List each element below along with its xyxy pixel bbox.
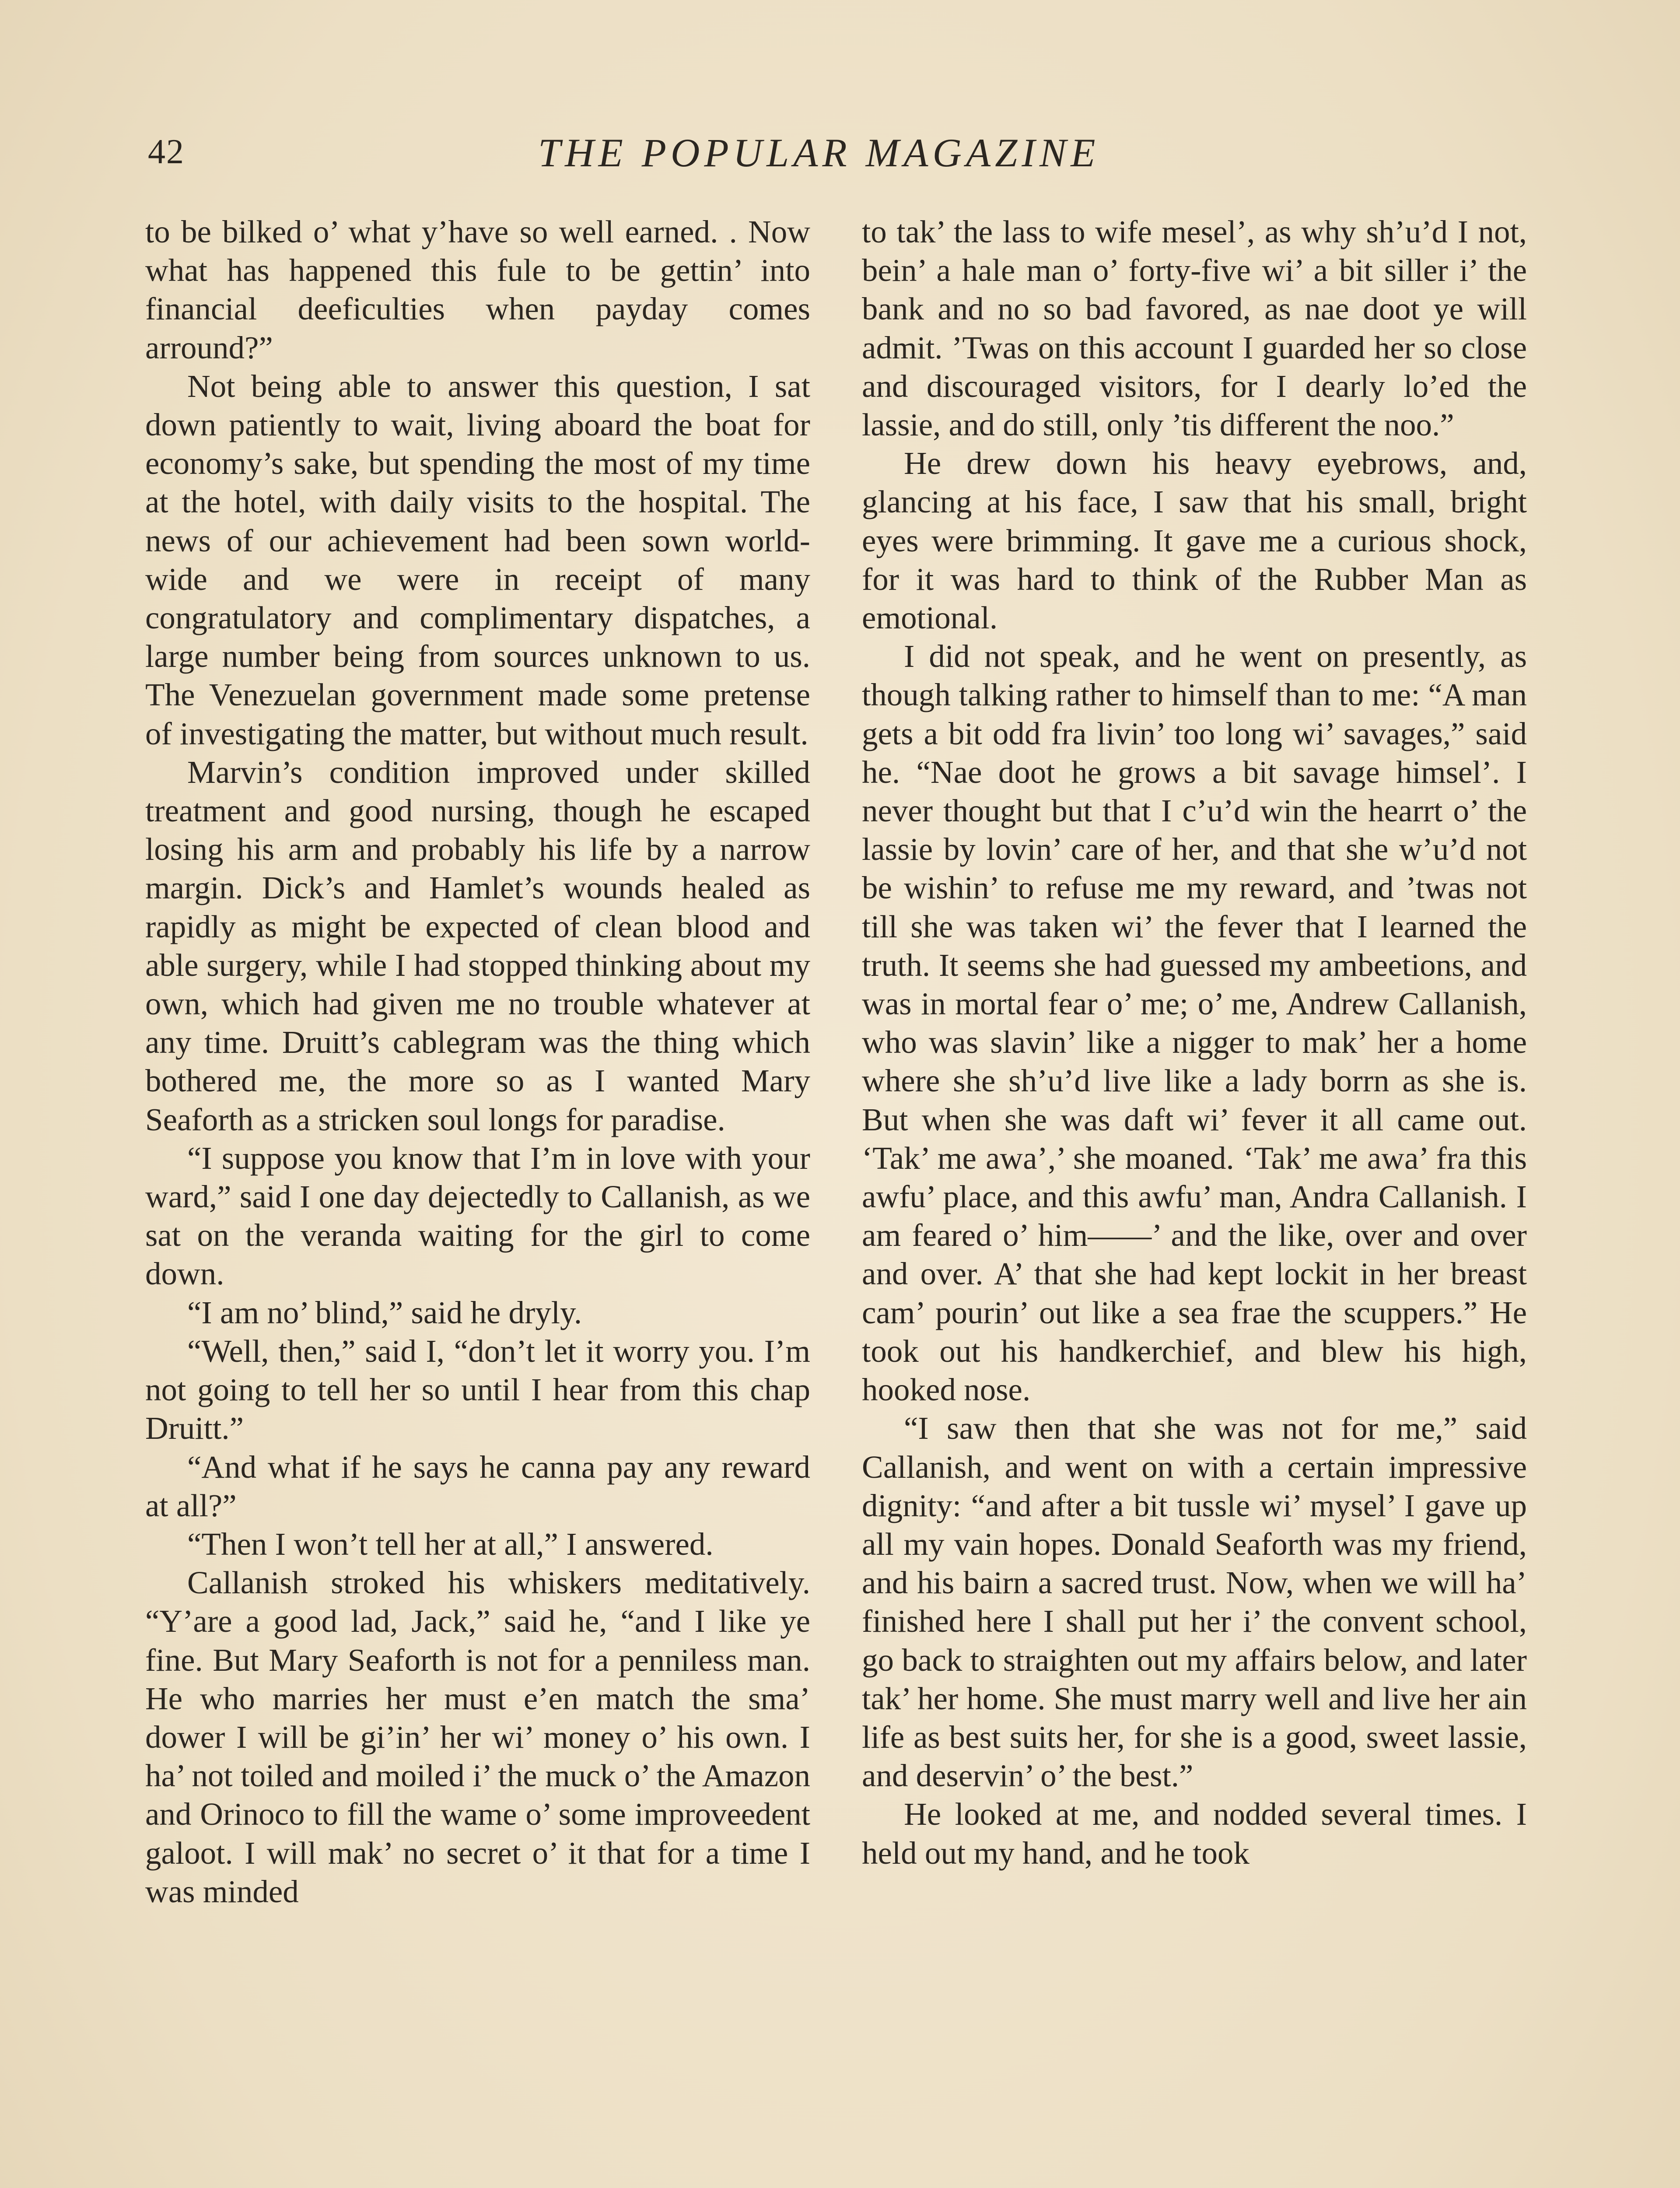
paragraph: Not being able to answer this question, I sat down patiently to wait, living aboard the boat for economy’s sake, but spending the most of my time at the hotel, with daily visits to the hospital. The news of our achievement had been sown world-wide and we were in receipt of many congratulatory and complimentary dispatches, a large number being from sources unknown to us. The Venezuelan government made some pretense of investigating the matter, but without much result. [145, 368, 810, 751]
right-column [862, 213, 1527, 2188]
paragraph: I did not speak, and he went on presently, as though talking rather to himself than to me: “A man gets a bit odd fra livin’ too long wi’ savages,” said he. “Nae doot he grows a bit savage himsel’. I never thought but that I c’u’d win the hearrt o’ the lassie by lovin’ care of her, and that she w’u’d not be wishin’ to refuse me my reward, and ’twas not till she was taken wi’ the fever that I learned the truth. It seems she had guessed my ambeetions, and was in mortal fear o’ me; o’ me, Andrew Callanish, who was slavin’ like a nigger to mak’ her a home where she sh’u’d live like a lady borrn as she is. But when she was daft wi’ fever it all came out. ‘Tak’ me awa’,’ she moaned. ‘Tak’ me awa’ fra this awfu’ place, and this awfu’ man, Andra Callanish. I am feared o’ him——’ and the like, over and over and over. A’ that she had kept lockit in her breast cam’ pourin’ out like a sea frae the scuppers.” He took out his handkerchief, and blew his high, hooked nose. [862, 638, 1527, 1408]
paragraph: “Then I won’t tell her at all,” I answered. [187, 1526, 714, 1562]
running-head-title: THE POPULAR MAGAZINE [538, 130, 1100, 175]
paragraph: “I saw then that she was not for me,” said Callanish, and went on with a certain impressive dignity: “and after a bit tussle wi’ mysel’ I gave up all my vain hopes. Donald Seaforth was my friend, and his bairn a sacred trust. Now, when we will ha’ finished here I shall put her i’ the convent school, go back to straighten out my affairs below, and later tak’ her home. She must marry well and live her ain life as best suits her, for she is a good, sweet lassie, and deservin’ o’ the best.” [862, 1410, 1527, 1794]
left-column [145, 213, 810, 2188]
paragraph: “I suppose you know that I’m in love with your ward,” said I one day dejectedly to Callanish, as we sat on the veranda waiting for the girl to come down. [145, 1140, 810, 1292]
paragraph: to tak’ the lass to wife mesel’, as why sh’u’d I not, bein’ a hale man o’ forty-five wi’ a bit siller i’ the bank and no so bad favored, as nae doot ye will admit. ’Twas on this account I guarded her so close and discouraged visitors, for I dearly lo’ed the lassie, and do still, only ’tis different the noo.” [862, 214, 1527, 443]
paragraph: He looked at me, and nodded several times. I held out my hand, and he took [862, 1796, 1527, 1871]
paragraph: “I am no’ blind,” said he dryly. [187, 1294, 582, 1330]
paragraph: Callanish stroked his whiskers meditatively. “Y’are a good lad, Jack,” said he, “and I like ye fine. But Mary Seaforth is not for a penniless man. He who marries her must e’en match the sma’ dower I will be gi’in’ her wi’ money o’ his own. I ha’ not toiled and moiled i’ the muck o’ the Amazon and Orinoco to fill the wame o’ some improveedent galoot. I will mak’ no secret o’ it that for a time I was minded [145, 1565, 810, 1909]
paragraph: to be bilked o’ what y’have so well earned. . Now what has happened this fule to be gettin’ into financial deeficulties when payday comes arround?” [145, 214, 810, 365]
paragraph: “And what if he says he canna pay any reward at all?” [145, 1449, 810, 1523]
paragraph: “Well, then,” said I, “don’t let it worry you. I’m not going to tell her so until I hear from this chap Druitt.” [145, 1333, 810, 1446]
page-number: 42 [148, 133, 185, 171]
paragraph: He drew down his heavy eyebrows, and, glancing at his face, I saw that his small, bright eyes were brimming. It gave me a curious shock, for it was hard to think of the Rubber Man as emotional. [862, 445, 1527, 636]
paragraph: Marvin’s condition improved under skilled treatment and good nursing, though he escaped losing his arm and probably his life by a narrow margin. Dick’s and Hamlet’s wounds healed as rapidly as might be expected of clean blood and able surgery, while I had stopped thinking about my own, which had given me no trouble whatever at any time. Druitt’s cablegram was the thing which bothered me, the more so as I wanted Mary Seaforth as a stricken soul longs for paradise. [145, 754, 810, 1137]
